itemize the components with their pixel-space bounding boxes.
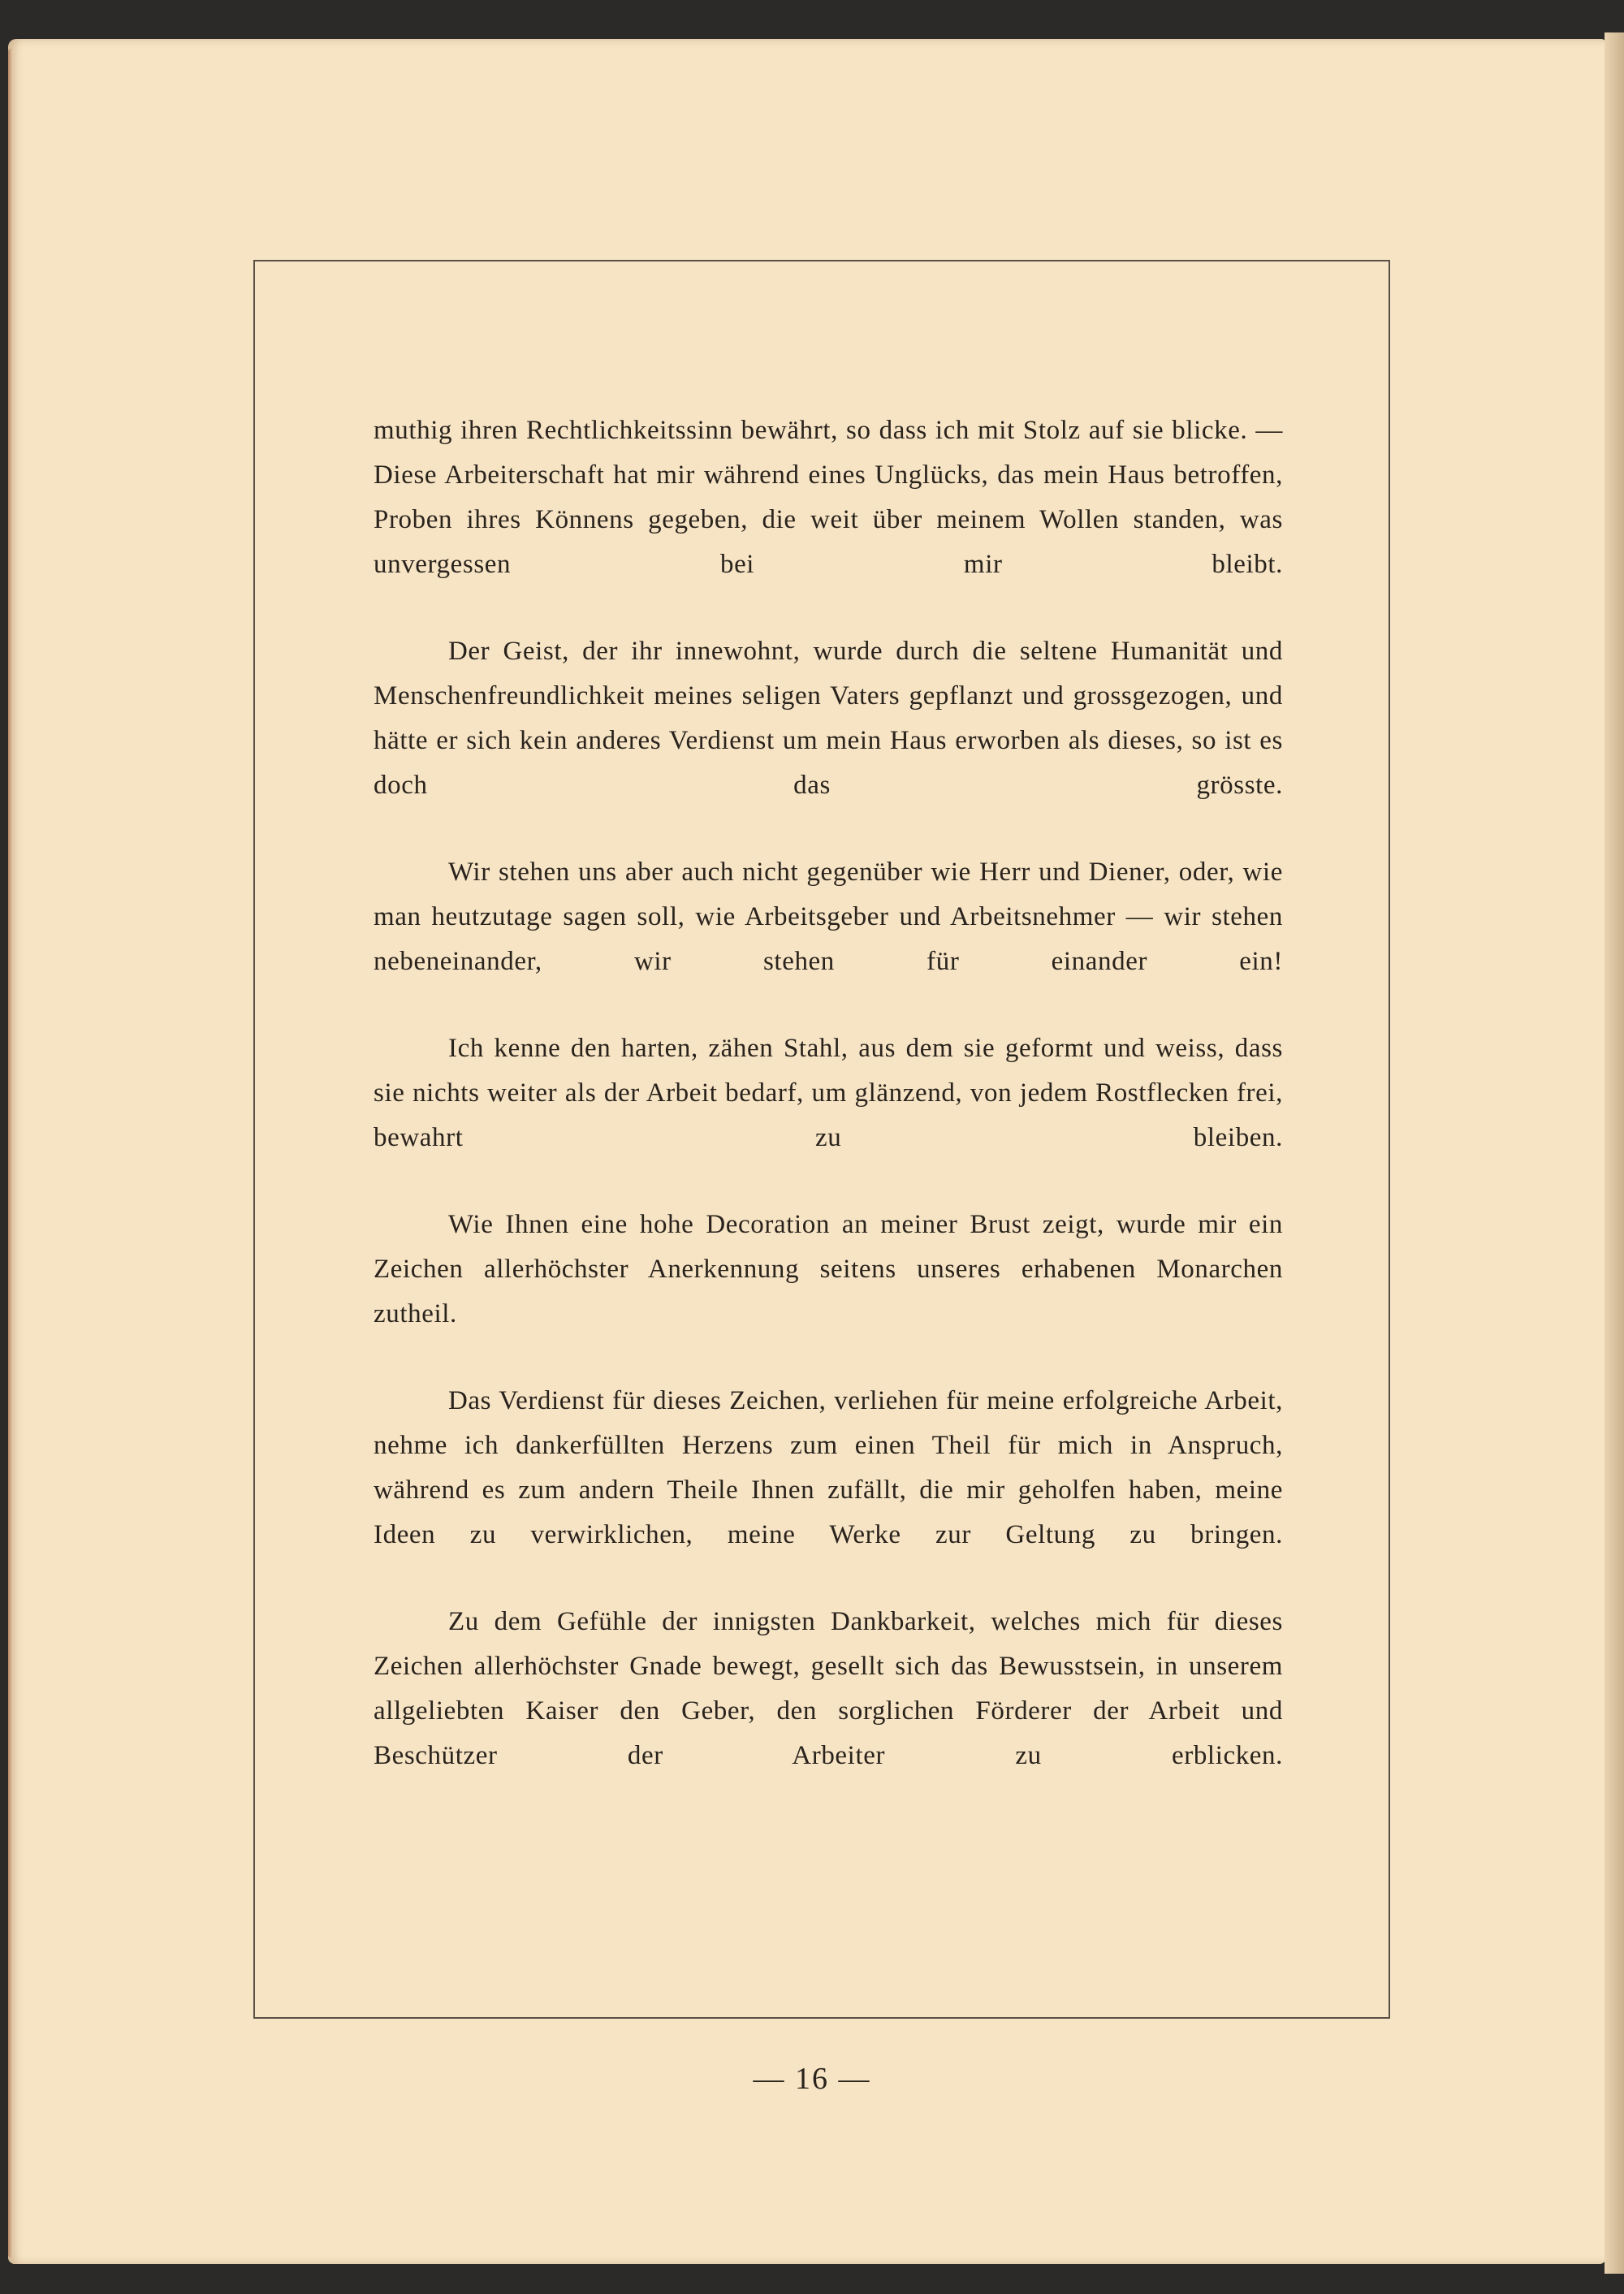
paragraph-7: Zu dem Gefühle der innigsten Dankbarkeit, welches mich für dieses Zeichen allerhöchster Gnade bewegt, gesellt sich das Bewusstsein, in unserem allgeliebten Kaiser den Geber, den sorglichen Förderer der Arbeit und Beschützer der Arbeiter zu erblicken. [374, 1607, 1283, 1770]
paragraph-1: muthig ihren Rechtlichkeitssinn bewährt, so dass ich mit Stolz auf sie blicke. — Diese Arbeiterschaft hat mir während eines Unglücks, das mein Haus betroffen, Proben ihres Könnens gegeben, die weit über meinem Wollen standen, was unvergessen bei mir bleibt. [374, 416, 1283, 579]
paragraph-5: Wie Ihnen eine hohe Decoration an meiner Brust zeigt, wurde mir ein Zeichen allerhöchster Anerkennung seitens unseres erhabenen Monarchen zutheil. [374, 1210, 1283, 1328]
page-spine [8, 49, 13, 2257]
page-edge [1605, 32, 1624, 2274]
paragraph-4: Ich kenne den harten, zähen Stahl, aus dem sie geformt und weiss, dass sie nichts weiter als der Arbeit bedarf, um glänzend, von jedem Rostflecken frei, bewahrt zu bleiben. [374, 1034, 1283, 1152]
paragraph-3: Wir stehen uns aber auch nicht gegenüber wie Herr und Diener, oder, wie man heutzutage sagen soll, wie Arbeitsgeber und Arbeitsnehmer — wir stehen nebeneinander, wir stehen für einander ein! [374, 858, 1283, 976]
paragraph-2: Der Geist, der ihr innewohnt, wurde durch die seltene Humanität und Menschenfreundlichkeit meines seligen Vaters gepflanzt und grossgezogen, und hätte er sich kein anderes Verdienst um mein Haus erworben als dieses, so ist es doch das grösste. [374, 637, 1283, 800]
paragraph-6: Das Verdienst für dieses Zeichen, verliehen für meine erfolgreiche Arbeit, nehme ich dankerfüllten Herzens zum einen Theil für mich in Anspruch, während es zum andern Theile Ihnen zufällt, die mir geholfen haben, meine Ideen zu verwirklichen, meine Werke zur Geltung zu bringen. [374, 1386, 1283, 1549]
page-number: — 16 — [753, 2062, 871, 2096]
body-text [374, 408, 1283, 1821]
